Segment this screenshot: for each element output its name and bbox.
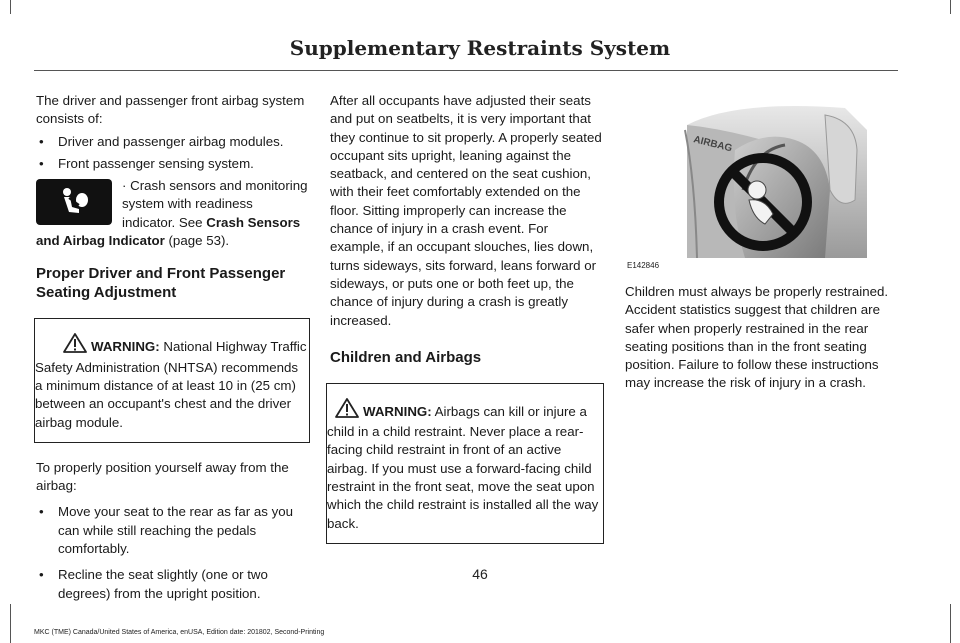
children-paragraph: Children must always be properly restrained. Accident statistics suggest that children are safer when properly restrained in the rear seating positions than in the front seating position. Failure to follow these instructions may increase the risk of injury in a crash.	[625, 284, 889, 391]
indicator-description: · Crash sensors and monitoring system with readiness indicator. See	[122, 178, 308, 230]
crop-mark-top-right	[950, 0, 951, 14]
seating-heading: Proper Driver and Front Passenger Seating Adjustment	[36, 265, 286, 302]
illustration-airbag-label: AIRBAG	[692, 134, 734, 155]
system-intro: The driver and passenger front airbag system consists of:	[36, 93, 305, 127]
crop-mark-top-left	[10, 0, 11, 14]
image-code: E142846	[627, 260, 660, 270]
page-number: 46	[472, 566, 488, 582]
list-item: • Recline the seat slightly (one or two degrees) from the upright position.	[36, 566, 308, 603]
warning-box-children	[326, 383, 604, 544]
list-item: • Driver and passenger airbag modules.	[36, 133, 308, 151]
indicator-link[interactable]: Crash Sensors and Airbag Indicator	[36, 214, 301, 249]
crop-mark-bottom-left	[10, 604, 11, 643]
occupants-paragraph: After all occupants have adjusted their seats and put on seatbelts, it is very important that they continue to sit properly. A properly seated occupant sits upright, leaning against the seatback, and centered on the seat cushion, with their feet comfortably extended on the floor. Sitting improperly can increase the chance of injury in a crash event. For example, if an occupant slouches, lies down, turns sideways, sits forward, leans forward or sideways, or puts one or both feet up, the chance of injury during a crash is greatly increased.	[330, 93, 602, 328]
edition-footer: MKC (TME) Canada/United States of America, enUSA, Edition date: 201802, Second-Printing	[34, 629, 325, 636]
indicator-paragraph	[36, 177, 308, 250]
warning-label: WARNING:	[91, 339, 160, 355]
component-list	[36, 133, 308, 174]
position-steps	[36, 503, 308, 602]
airbag-warning-icon	[36, 179, 112, 225]
crop-mark-bottom-right	[950, 604, 951, 643]
page-title: Supplementary Restraints System	[289, 36, 671, 60]
warning-label: WARNING:	[363, 403, 432, 419]
position-intro: To properly position yourself away from the airbag:	[36, 459, 289, 494]
warning-text: Airbags can kill or injure a child in a child restraint. Never place a rear-facing child restraint in front of an active airbag. If you must use a forward-facing child restraint in the front seat, move the seat upon which the child restraint is installed all the way back.	[327, 403, 599, 531]
column-2	[327, 92, 602, 544]
warning-box-distance	[34, 318, 310, 442]
warning-triangle-icon	[63, 333, 87, 358]
column-1	[36, 92, 308, 607]
children-heading: Children and Airbags	[330, 348, 482, 366]
list-item: • Front passenger sensing system.	[36, 155, 308, 173]
header-divider	[34, 70, 898, 71]
warning-triangle-icon	[335, 398, 359, 423]
warning-text: National Highway Traffic Safety Administration (NHTSA) recommends a minimum distance of at least 10 in (25 cm) between an occupant's chest and the driver airbag module.	[35, 339, 307, 430]
list-item: • Move your seat to the rear as far as you can while still reaching the pedals comfortably.	[36, 503, 308, 558]
child-seat-illustration	[625, 90, 897, 275]
indicator-page-ref: (page 53).	[164, 233, 230, 249]
column-3	[625, 92, 897, 393]
